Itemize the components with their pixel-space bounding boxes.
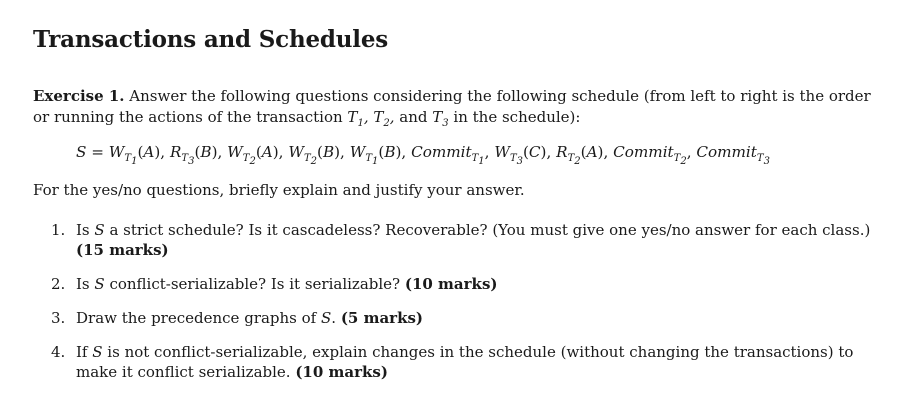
list-item [33,308,883,328]
question-marks: (10 marks) [295,363,388,381]
question-var: S [94,275,105,293]
question-text: Draw the precedence graphs of [76,309,321,327]
question-text: a strict schedule? Is it cascadeless? Recoverable? (You must give one yes/no answer for each class.) [104,221,871,239]
question-marks: (5 marks) [340,309,424,327]
exercise-text-post: in the schedule): [448,108,581,126]
question-text: Is [76,221,95,239]
question-var: S [94,221,105,239]
exercise-text-pre: Answer the following questions considering the following schedule (from left to right is the order or running the actions of the transaction [33,87,871,126]
question-var: S [321,309,332,327]
question-marks: (15 marks) [76,241,169,259]
question-number: 4. [51,343,66,361]
transaction-list: $T_1$, $T_2$, and $T_3$ [347,108,449,129]
schedule-formula: $S = W_{T_1}(A)$, $R_{T_3}(B)$, $W_{T_2}(A)$, $W_{T_2}(B)$, $W_{T_1}(B)$, Commit$_{T_1}$, $W_{T_3}(C)$, $R_{T_2}(A)$, Commit$_{T_2}$, Commit$_{T_3}$ [76,143,770,168]
question-text: Is [76,275,95,293]
question-marks: (10 marks) [404,275,498,293]
question-text: If [76,343,93,361]
question-text: . [331,309,341,327]
exercise-paragraph [33,86,883,134]
instruction-text: For the yes/no questions, briefly explain and justify your answer. [33,181,525,199]
question-text: conflict-serializable? Is it serializable? [104,275,405,293]
question-var: S [92,343,103,361]
list-item [33,342,883,382]
question-text: is not conflict-serializable, explain changes in the schedule (without changing the transactions) to make it conflict serializable. [76,343,854,381]
question-number: 1. [51,221,66,239]
question-list [33,220,883,396]
exercise-label: Exercise 1. [33,87,125,105]
question-number: 3. [51,309,66,327]
list-item [33,274,883,294]
page-title: Transactions and Schedules [33,26,389,53]
question-number: 2. [51,275,66,293]
list-item [33,220,883,260]
